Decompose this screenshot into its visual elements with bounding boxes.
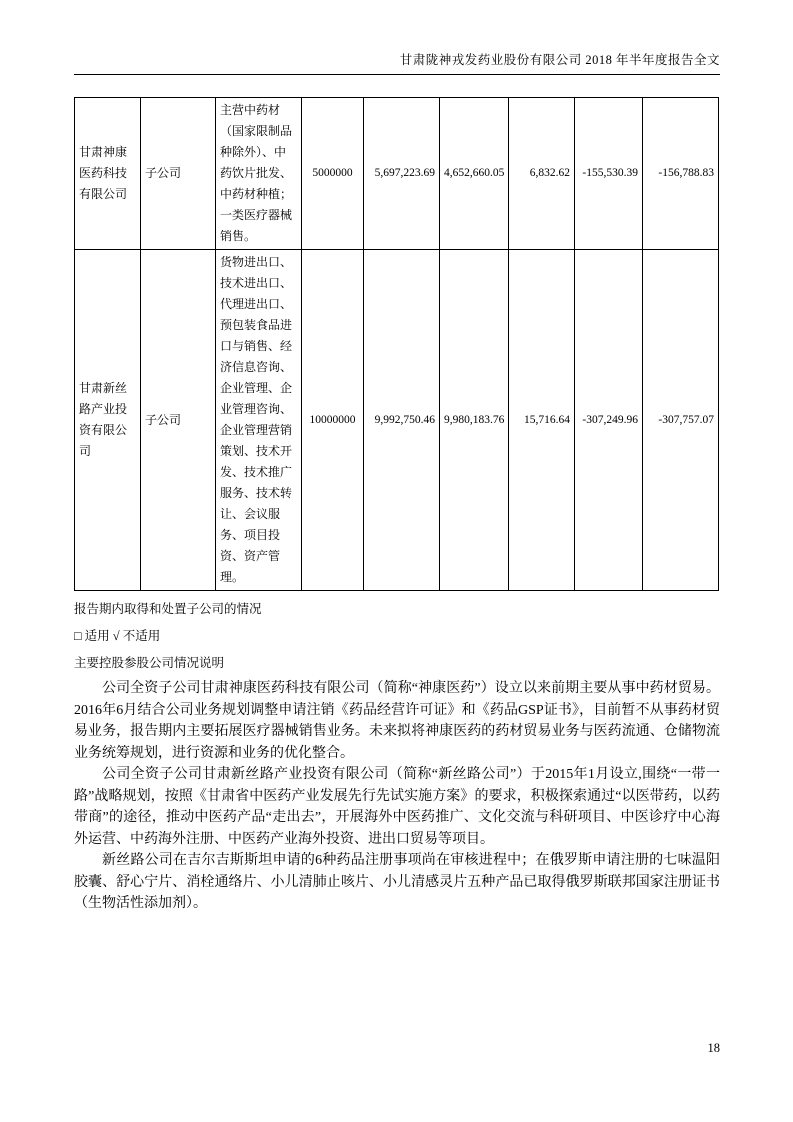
total-assets-cell: 9,992,750.46 bbox=[364, 250, 440, 591]
holding-companies-note-heading: 主要控股参股公司情况说明 bbox=[74, 656, 225, 670]
operating-profit-cell: -307,249.96 bbox=[575, 250, 643, 591]
header-divider bbox=[74, 74, 720, 75]
operating-profit-cell: -155,530.39 bbox=[575, 98, 643, 250]
business-scope-cell: 货物进出口、技术进出口、代理进出口、预包装食品进口与销售、经济信息咨询、企业管理、企业管理咨询、企业管理营销策划、技术开发、技术推广服务、技术转让、会议服务、项目投资、资产管理。 bbox=[216, 250, 302, 591]
page-number: 18 bbox=[707, 1041, 720, 1055]
company-name-cell: 甘肃神康医药科技有限公司 bbox=[75, 98, 141, 250]
paragraph-shenkang: 公司全资子公司甘肃神康医药科技有限公司（简称“神康医药”）设立以来前期主要从事中药材贸易。2016年6月结合公司业务规划调整申请注销《药品经营许可证》和《药品GSP证书》，目前暂不从事药材贸易业务，报告期内主要拓展医疗器械销售业务。未来拟将神康医药的药材贸易业务与医药流通、仓储物流业务统筹规划，进行资源和业务的优化整合。 bbox=[74, 681, 720, 761]
paragraph-registration: 新丝路公司在吉尔吉斯斯坦申请的6种药品注册事项尚在审核进程中；在俄罗斯申请注册的七味温阳胶囊、舒心宁片、消栓通络片、小儿清肺止咳片、小儿清感灵片五种产品已取得俄罗斯联邦国家注册证书（生物活性添加剂）。 bbox=[74, 853, 720, 911]
subsidiaries-table bbox=[74, 97, 719, 591]
page-content bbox=[74, 52, 720, 915]
revenue-cell: 6,832.62 bbox=[509, 98, 575, 250]
revenue-cell: 15,716.64 bbox=[509, 250, 575, 591]
paragraph-xinsilu: 公司全资子公司甘肃新丝路产业投资有限公司（简称“新丝路公司”）于2015年1月设立,围绕“一带一路”战略规划，按照《甘肃省中医药产业发展先行先试实施方案》的要求，积极探索通过“以医带药，以药带商”的途径，推动中医药产品“走出去”，开展海外中医药推广、文化交流与科研项目、中医诊疗中心海外运营、中药海外注册、中医药产业海外投资、进出口贸易等项目。 bbox=[74, 767, 720, 847]
subsidiary-disposal-heading: 报告期内取得和处置子公司的情况 bbox=[74, 602, 262, 616]
report-header-title: 甘肃陇神戎发药业股份有限公司 2018 年半年度报告全文 bbox=[399, 53, 720, 67]
total-assets-cell: 5,697,223.69 bbox=[364, 98, 440, 250]
applicable-checkbox-line: □ 适用 √ 不适用 bbox=[74, 629, 161, 643]
company-name-cell: 甘肃新丝路产业投资有限公司 bbox=[75, 250, 141, 591]
company-type-cell: 子公司 bbox=[141, 250, 216, 591]
table-row-shenkang bbox=[75, 98, 719, 250]
net-assets-cell: 9,980,183.76 bbox=[440, 250, 509, 591]
net-profit-cell: -307,757.07 bbox=[643, 250, 719, 591]
registered-capital-cell: 5000000 bbox=[302, 98, 364, 250]
company-type-cell: 子公司 bbox=[141, 98, 216, 250]
net-assets-cell: 4,652,660.05 bbox=[440, 98, 509, 250]
net-profit-cell: -156,788.83 bbox=[643, 98, 719, 250]
registered-capital-cell: 10000000 bbox=[302, 250, 364, 591]
note-paragraphs bbox=[74, 678, 720, 915]
business-scope-cell: 主营中药材（国家限制品种除外）、中药饮片批发、中药材种植；一类医疗器械销售。 bbox=[216, 98, 302, 250]
table-row-xinsilu bbox=[75, 250, 719, 591]
